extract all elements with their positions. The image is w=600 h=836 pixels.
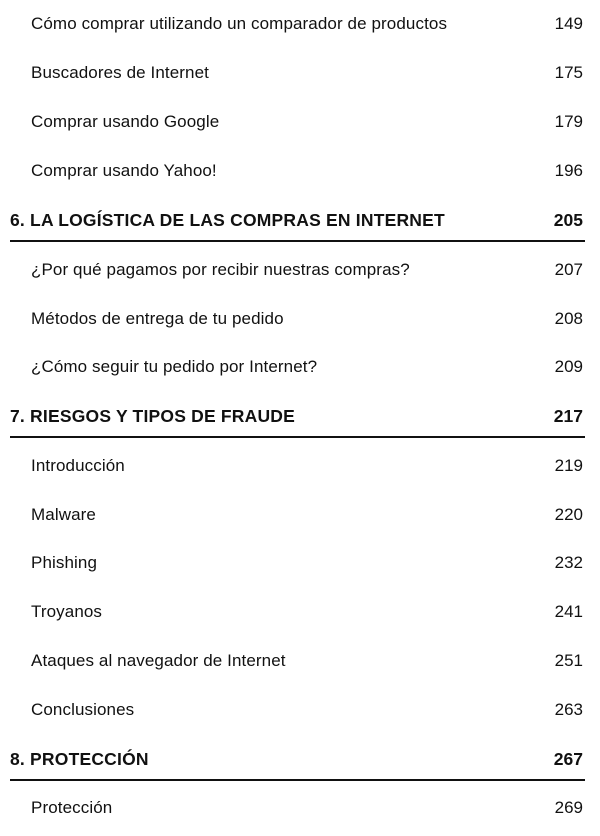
toc-entry-title: Troyanos [31, 602, 103, 621]
toc-chapter-title: 8. PROTECCIÓN [10, 749, 149, 769]
toc-entry-title: Comprar usando Google [31, 112, 220, 131]
toc-entry-title: ¿Por qué pagamos por recibir nuestras compras? [31, 260, 410, 279]
toc-entry-title: Buscadores de Internet [31, 63, 209, 82]
toc-entry-page: 263 [554, 700, 583, 719]
chapter-divider [10, 779, 585, 781]
toc-entry-page: 232 [554, 553, 583, 572]
toc-entry [0, 446, 600, 486]
toc-entry-title: Introducción [31, 456, 125, 475]
toc-entry [0, 690, 600, 730]
toc-chapter [0, 200, 600, 240]
toc-chapter [0, 739, 600, 779]
toc-entry-page: 251 [554, 651, 583, 670]
chapter-divider [10, 240, 585, 242]
toc-chapter-page: 267 [553, 749, 583, 769]
toc-entry [0, 151, 600, 191]
toc-entry [0, 641, 600, 681]
toc-entry [0, 299, 600, 339]
toc-entry [0, 495, 600, 535]
toc-entry [0, 4, 600, 44]
toc-entry-title: Protección [31, 798, 113, 817]
toc-chapter-title: 6. LA LOGÍSTICA DE LAS COMPRAS EN INTERNET [10, 210, 445, 230]
toc-entry-page: 149 [554, 14, 583, 33]
toc-entry [0, 102, 600, 142]
toc-entry-title: Métodos de entrega de tu pedido [31, 309, 284, 328]
toc-entry-page: 241 [554, 602, 583, 621]
toc-entry-title: Cómo comprar utilizando un comparador de productos [31, 14, 448, 33]
toc-entry [0, 250, 600, 290]
toc-entry [0, 53, 600, 93]
toc-entry-title: Phishing [31, 553, 98, 572]
toc-entry [0, 788, 600, 828]
toc-chapter-title: 7. RIESGOS Y TIPOS DE FRAUDE [10, 406, 296, 426]
toc-chapter [0, 396, 600, 436]
toc-entry [0, 592, 600, 632]
toc-entry-page: 208 [554, 309, 583, 328]
toc-entry-title: Ataques al navegador de Internet [31, 651, 286, 670]
toc-entry-page: 220 [554, 505, 583, 524]
toc-entry-page: 196 [554, 161, 583, 180]
toc-entry [0, 347, 600, 387]
toc-chapter-page: 205 [553, 210, 583, 230]
toc-entry-title: Comprar usando Yahoo! [31, 161, 217, 180]
toc-entry [0, 543, 600, 583]
toc-entry-page: 175 [554, 63, 583, 82]
toc-entry-page: 269 [554, 798, 583, 817]
toc-entry-page: 219 [554, 456, 583, 475]
toc-entry-title: ¿Cómo seguir tu pedido por Internet? [31, 357, 318, 376]
toc-entry-page: 209 [554, 357, 583, 376]
toc-chapter-page: 217 [553, 406, 583, 426]
toc-entry-page: 207 [554, 260, 583, 279]
toc-entry-title: Conclusiones [31, 700, 135, 719]
chapter-divider [10, 436, 585, 438]
toc-entry-page: 179 [554, 112, 583, 131]
toc-entry-title: Malware [31, 505, 96, 524]
